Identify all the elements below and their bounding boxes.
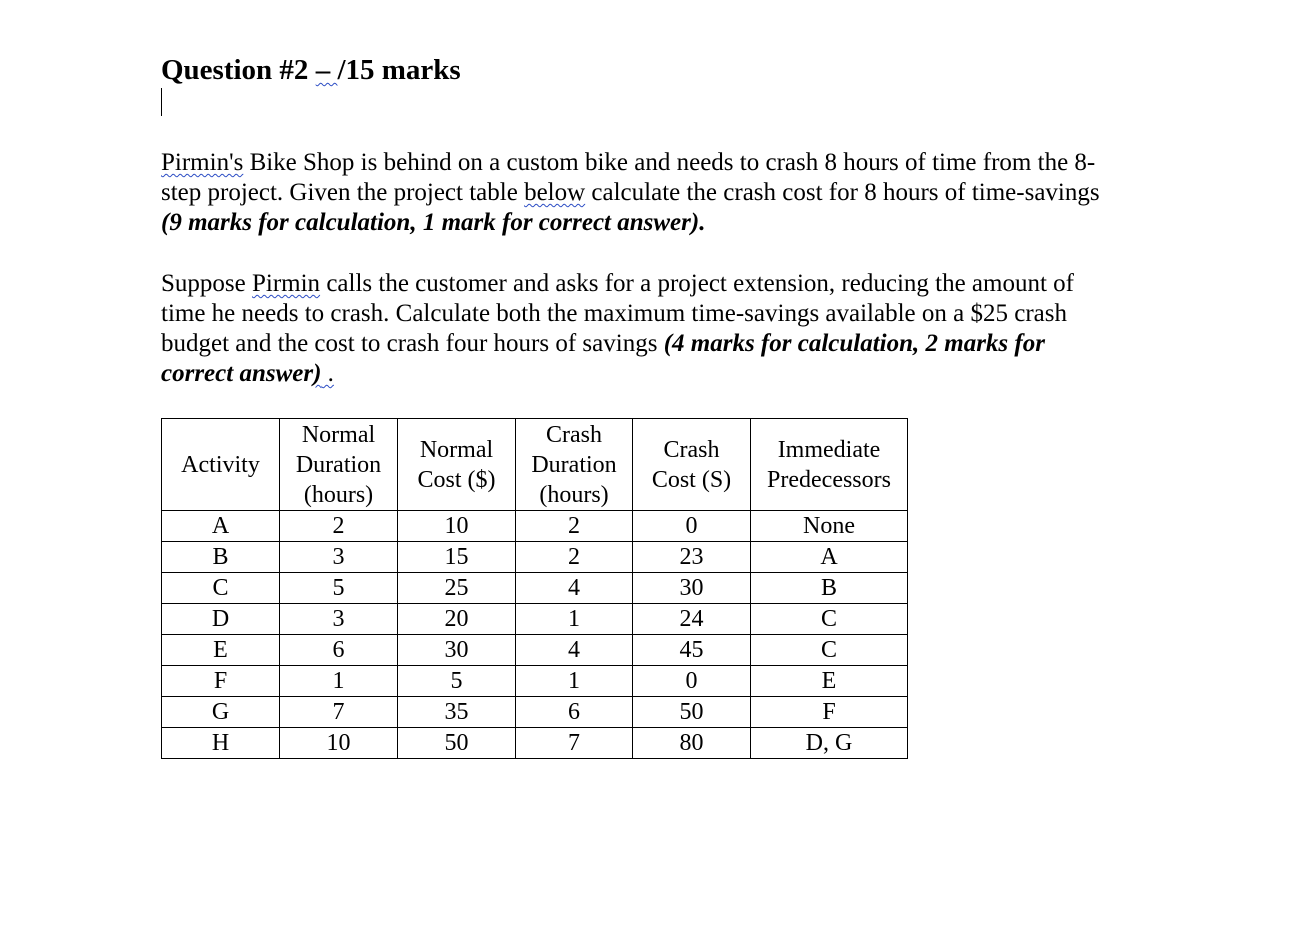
text-cursor bbox=[161, 88, 162, 116]
paragraph-crash-question bbox=[161, 148, 1106, 238]
table-cell: 0 bbox=[633, 666, 751, 697]
paragraph1-marks: (9 marks for calculation, 1 mark for correct answer). bbox=[161, 209, 706, 236]
word-below: below bbox=[524, 179, 586, 206]
paragraph-extension-question bbox=[161, 269, 1106, 389]
table-cell: 0 bbox=[633, 511, 751, 542]
table-cell: G bbox=[162, 697, 280, 728]
table-cell: 50 bbox=[398, 728, 516, 759]
heading-score: /15 marks bbox=[337, 54, 461, 86]
table-cell: F bbox=[751, 697, 908, 728]
table-cell: B bbox=[751, 573, 908, 604]
table-row bbox=[162, 604, 908, 635]
table-cell: 4 bbox=[516, 635, 633, 666]
table-cell: B bbox=[162, 542, 280, 573]
table-cell: A bbox=[751, 542, 908, 573]
table-header-row bbox=[162, 419, 908, 511]
table-cell: 20 bbox=[398, 604, 516, 635]
paragraph2-marks: (4 marks for calculation, 2 marks for correct answer bbox=[161, 330, 1045, 387]
table-row bbox=[162, 666, 908, 697]
table-cell: D, G bbox=[751, 728, 908, 759]
paragraph2-end: . bbox=[321, 360, 334, 387]
table-cell: 15 bbox=[398, 542, 516, 573]
table-cell: 2 bbox=[516, 542, 633, 573]
table-cell: 50 bbox=[633, 697, 751, 728]
table-cell: 5 bbox=[398, 666, 516, 697]
table-cell: 25 bbox=[398, 573, 516, 604]
table-cell: 1 bbox=[516, 666, 633, 697]
paragraph2-text1: Suppose bbox=[161, 270, 252, 297]
table-cell: 10 bbox=[280, 728, 398, 759]
table-cell: C bbox=[751, 635, 908, 666]
header-normal-duration: Normal Duration (hours) bbox=[280, 419, 398, 511]
table-cell: C bbox=[751, 604, 908, 635]
table-cell: 45 bbox=[633, 635, 751, 666]
table-cell: 30 bbox=[633, 573, 751, 604]
table-row bbox=[162, 697, 908, 728]
table-cell: 3 bbox=[280, 542, 398, 573]
table-cell: 6 bbox=[516, 697, 633, 728]
paragraph1-text2: calculate the crash cost for 8 hours of time-savings bbox=[585, 179, 1100, 206]
paragraph1-text1: Bike Shop is behind on a custom bike and needs to crash 8 hours of time from the 8-step project. Given the project table bbox=[161, 149, 1096, 206]
paragraph2-text2: calls the customer and asks for a project extension, reducing the amount of time he needs to crash. Calculate both the maximum time-savings available on a $25 crash budget and the cost to crash four hours of savings bbox=[161, 270, 1074, 357]
question-heading bbox=[161, 52, 461, 88]
table-cell: E bbox=[751, 666, 908, 697]
table-cell: 1 bbox=[516, 604, 633, 635]
word-pirmins: Pirmin's bbox=[161, 149, 244, 176]
table-row bbox=[162, 728, 908, 759]
table-cell: 80 bbox=[633, 728, 751, 759]
table-cell: A bbox=[162, 511, 280, 542]
table-cell: 2 bbox=[516, 511, 633, 542]
header-predecessors: Immediate Predecessors bbox=[751, 419, 908, 511]
table-cell: 7 bbox=[280, 697, 398, 728]
table-cell: 1 bbox=[280, 666, 398, 697]
header-normal-cost: Normal Cost ($) bbox=[398, 419, 516, 511]
table-row bbox=[162, 511, 908, 542]
table-cell: 7 bbox=[516, 728, 633, 759]
table-cell: 10 bbox=[398, 511, 516, 542]
heading-dash: – bbox=[315, 54, 338, 86]
table-cell: 3 bbox=[280, 604, 398, 635]
header-crash-duration: Crash Duration (hours) bbox=[516, 419, 633, 511]
table-cell: 6 bbox=[280, 635, 398, 666]
table-cell: 24 bbox=[633, 604, 751, 635]
header-activity: Activity bbox=[162, 419, 280, 511]
table-cell: C bbox=[162, 573, 280, 604]
table-row bbox=[162, 635, 908, 666]
table-cell: 4 bbox=[516, 573, 633, 604]
heading-prefix: Question #2 bbox=[161, 54, 316, 86]
header-crash-cost: Crash Cost (S) bbox=[633, 419, 751, 511]
word-pirmin: Pirmin bbox=[251, 270, 321, 297]
table-cell: 2 bbox=[280, 511, 398, 542]
table-cell: D bbox=[162, 604, 280, 635]
table-cell: 23 bbox=[633, 542, 751, 573]
table-cell: 30 bbox=[398, 635, 516, 666]
table-cell: 5 bbox=[280, 573, 398, 604]
table-row bbox=[162, 542, 908, 573]
table-cell: 35 bbox=[398, 697, 516, 728]
table-cell: F bbox=[162, 666, 280, 697]
table-cell: E bbox=[162, 635, 280, 666]
project-table bbox=[161, 418, 908, 759]
table-row bbox=[162, 573, 908, 604]
table-cell: H bbox=[162, 728, 280, 759]
paragraph2-marks-close: ) bbox=[313, 360, 322, 387]
table-cell: None bbox=[751, 511, 908, 542]
